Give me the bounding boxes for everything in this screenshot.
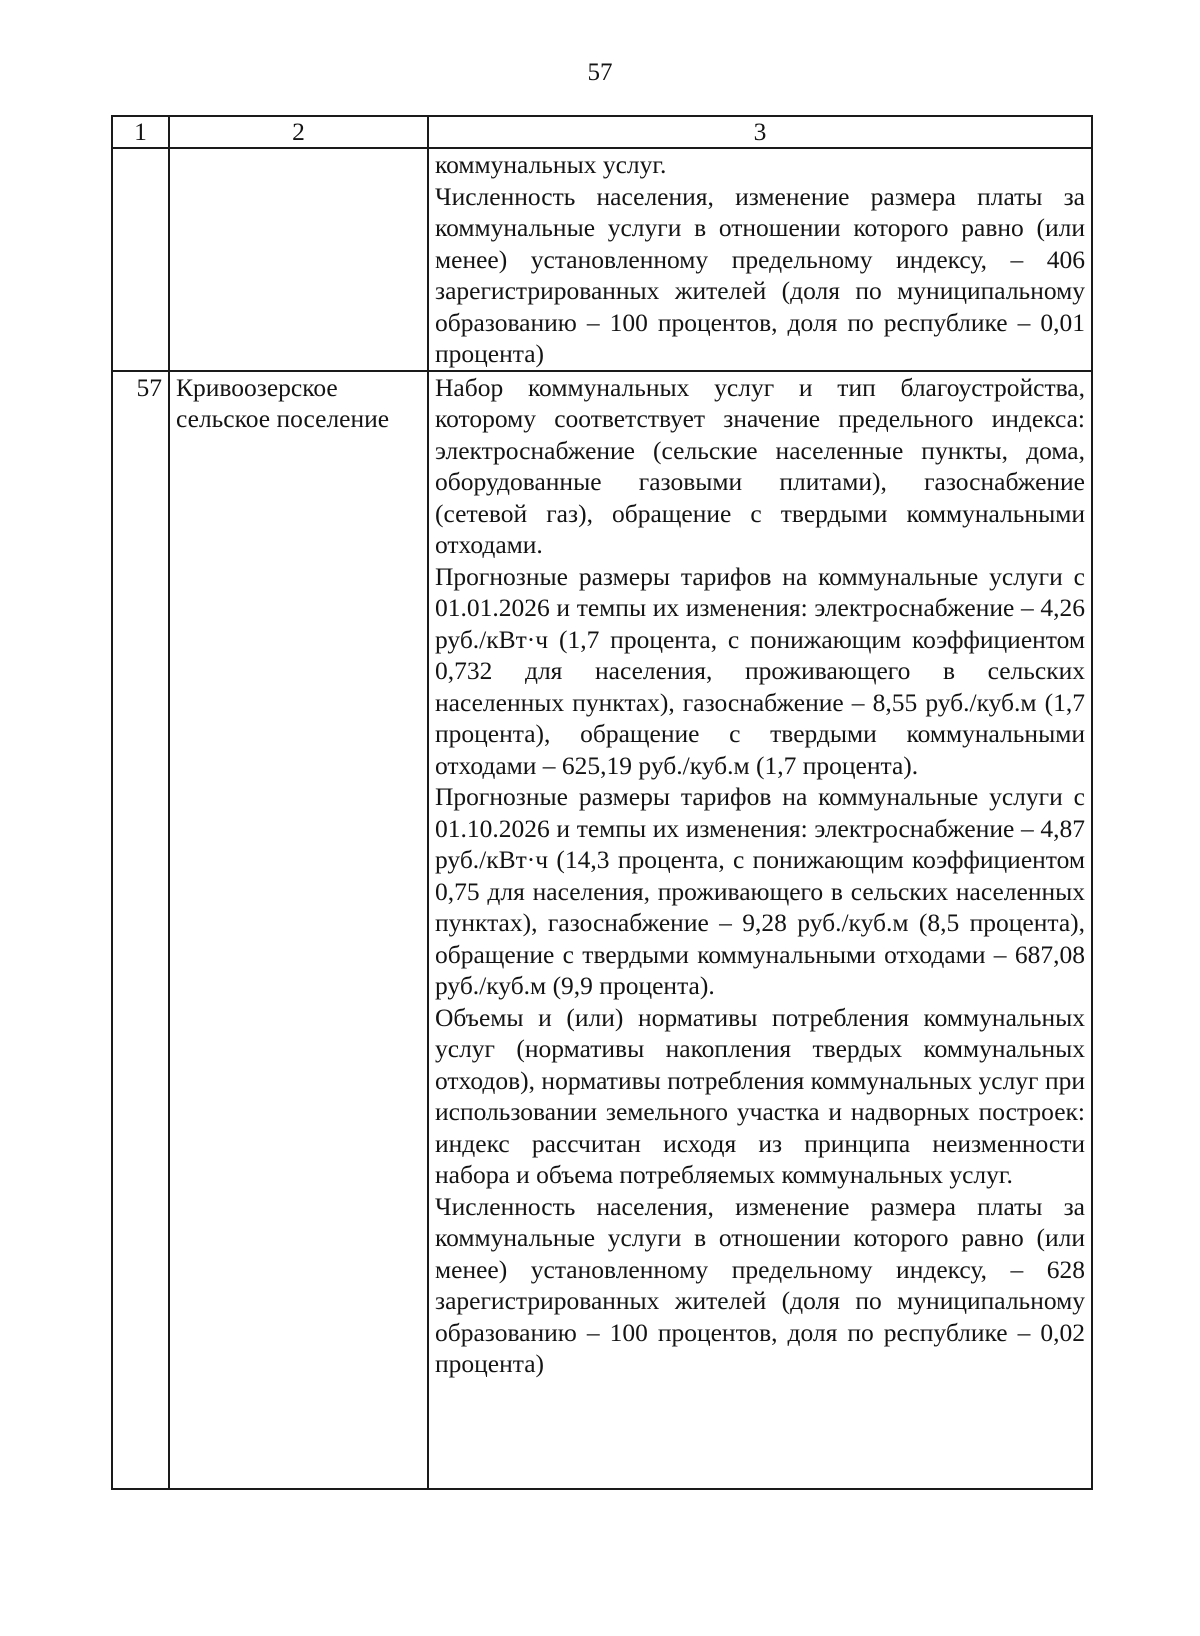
paragraph: Прогнозные размеры тарифов на коммунальные услуги с 01.01.2026 и темпы их изменения: электроснабжение – 4,26 руб./кВт·ч (1,7 процента, с понижающим коэффициентом 0,732 для населения, проживающего в сельских населенных пунктах), газоснабжение – 8,55 руб./куб.м (1,7 процента), обращение с твердыми коммунальными отходами – 625,19 руб./куб.м (1,7 процента). xyxy=(435,561,1085,780)
document-table xyxy=(111,115,1093,1490)
paragraph: Набор коммунальных услуг и тип благоустройства, которому соответствует значение предельного индекса: электроснабжение (сельские населенные пункты, дома, оборудованные газовыми плитами), газоснабжение (сетевой газ), обращение с твердыми коммунальными отходами. xyxy=(435,372,1085,559)
column-header-3: 3 xyxy=(428,116,1092,148)
paragraph: Численность населения, изменение размера платы за коммунальные услуги в отношении которого равно (или менее) установленному предельному индексу, – 406 зарегистрированных жителей (доля по муниципальному образованию – 100 процентов, доля по республике – 0,01 процента) xyxy=(435,181,1085,368)
paragraph: Объемы и (или) нормативы потребления коммунальных услуг (нормативы накопления твердых коммунальных отходов), нормативы потребления коммунальных услуг при использовании земельного участка и надворных построек: индекс рассчитан исходя из принципа неизменности набора и объема потребляемых коммунальных услуг. xyxy=(435,1002,1085,1189)
paragraph: коммунальных услуг. xyxy=(435,150,667,179)
settlement-name-cell: Кривоозерское сельское поселение xyxy=(169,371,428,1489)
table-header-row xyxy=(112,116,1092,148)
table-row-continuation xyxy=(112,148,1092,371)
description-cell xyxy=(428,148,1092,371)
settlement-name-cell xyxy=(169,148,428,371)
column-header-1: 1 xyxy=(112,116,169,148)
page-number: 57 xyxy=(587,59,613,86)
row-number-cell: 57 xyxy=(112,371,169,1489)
column-header-2: 2 xyxy=(169,116,428,148)
table-row-57 xyxy=(112,371,1092,1489)
description-cell xyxy=(428,371,1092,1489)
paragraph: Прогнозные размеры тарифов на коммунальные услуги с 01.10.2026 и темпы их изменения: электроснабжение – 4,87 руб./кВт·ч (14,3 процента, с понижающим коэффициентом 0,75 для населения, проживающего в сельских населенных пунктах), газоснабжение – 9,28 руб./куб.м (8,5 процента), обращение с твердыми коммунальными отходами – 687,08 руб./куб.м (9,9 процента). xyxy=(435,782,1085,1000)
row-number-cell xyxy=(112,148,169,371)
paragraph: Численность населения, изменение размера платы за коммунальные услуги в отношении которого равно (или менее) установленному предельному индексу, – 628 зарегистрированных жителей (доля по муниципальному образованию – 100 процентов, доля по республике – 0,02 процента) xyxy=(435,1191,1085,1378)
